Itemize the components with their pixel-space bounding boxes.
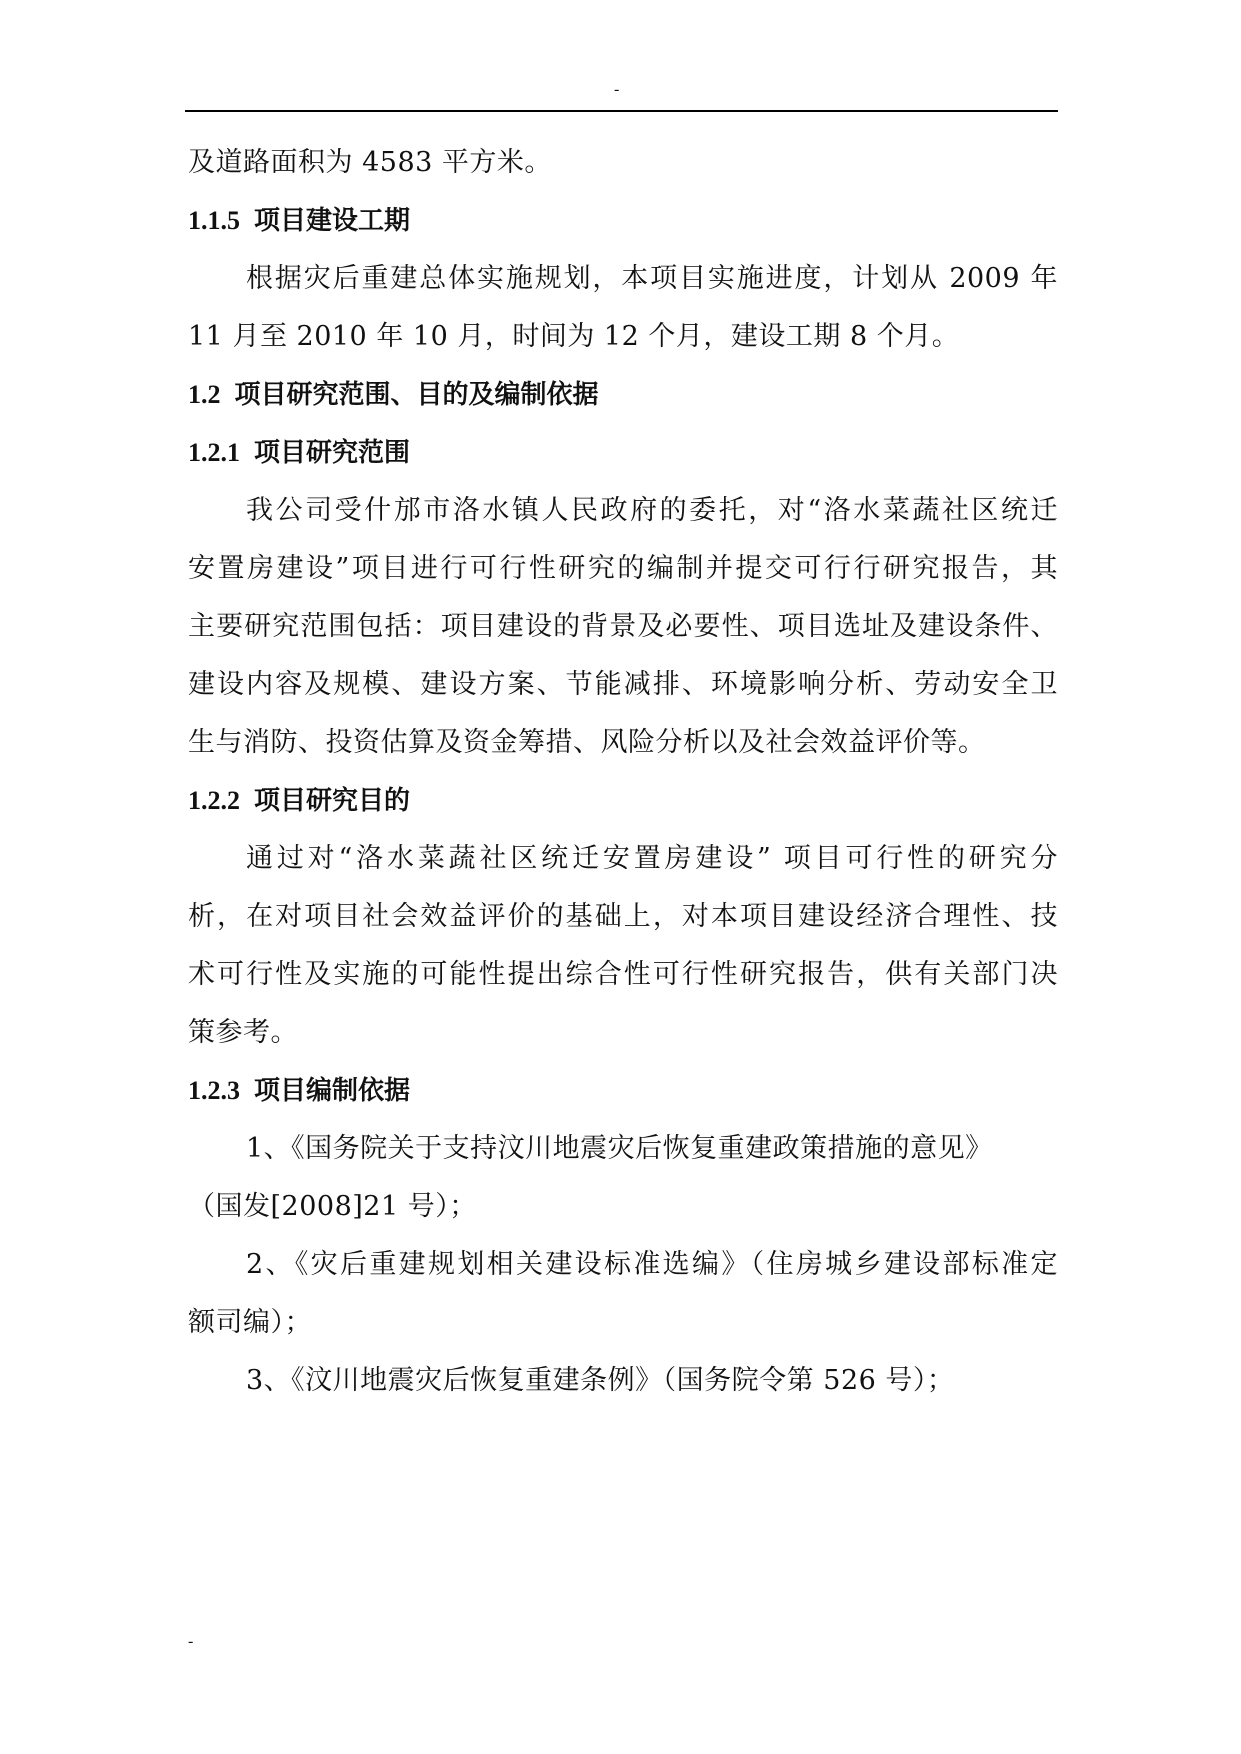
paragraph-line: 策参考。 [188, 1017, 298, 1048]
section-number: 1.2.1 [188, 438, 240, 467]
section-title: 项目研究范围 [254, 438, 411, 468]
paragraph-line: 安置房建设”项目进行可行性研究的编制并提交可行行研究报告，其 [188, 553, 1058, 584]
section-number: 1.2.2 [188, 786, 240, 815]
list-item-line: （国发[2008]21 号）； [188, 1191, 477, 1222]
paragraph-line: 11 月至 2010 年 10 月，时间为 12 个月，建设工期 8 个月。 [188, 321, 960, 352]
section-number: 1.2.3 [188, 1076, 240, 1105]
header-mark: - [614, 81, 620, 98]
paragraph-line: 建设内容及规模、建设方案、节能减排、环境影响分析、劳动安全卫 [188, 669, 1058, 700]
paragraph-line: 生与消防、投资估算及资金筹措、风险分析以及社会效益评价等。 [188, 727, 986, 758]
paragraph-line: 术可行性及实施的可能性提出综合性可行性研究报告，供有关部门决 [188, 959, 1058, 990]
section-number: 1.1.5 [188, 206, 240, 235]
paragraph-line: 析，在对项目社会效益评价的基础上，对本项目建设经济合理性、技 [188, 901, 1058, 932]
section-title: 项目编制依据 [254, 1076, 411, 1106]
paragraph-line: 我公司受什邡市洛水镇人民政府的委托，对“洛水菜蔬社区统迁 [246, 495, 1058, 526]
section-number: 1.2 [188, 380, 221, 409]
section-heading-1-2-1 [188, 436, 410, 470]
list-item-line: 1、《国务院关于支持汶川地震灾后恢复重建政策措施的意见》 [246, 1133, 993, 1164]
header-rule [185, 110, 1058, 112]
list-item-line: 3、《汶川地震灾后恢复重建条例》（国务院令第 526 号）； [246, 1365, 955, 1396]
paragraph-line: 根据灾后重建总体实施规划，本项目实施进度，计划从 2009 年 [246, 263, 1058, 294]
paragraph-line: 及道路面积为 4583 平方米。 [188, 147, 552, 178]
footer-mark: - [188, 1633, 194, 1650]
list-item-line: 2、《灾后重建规划相关建设标准选编》（住房城乡建设部标准定 [246, 1249, 1058, 1280]
section-heading-1-2-2 [188, 784, 410, 818]
section-heading-1-1-5 [188, 204, 410, 238]
section-title: 项目建设工期 [254, 206, 411, 236]
section-heading-1-2 [188, 378, 599, 412]
section-heading-1-2-3 [188, 1074, 410, 1108]
paragraph-line: 主要研究范围包括：项目建设的背景及必要性、项目选址及建设条件、 [188, 611, 1058, 642]
section-title: 项目研究目的 [254, 786, 411, 816]
list-item-line: 额司编）； [188, 1307, 312, 1338]
section-title: 项目研究范围、目的及编制依据 [234, 380, 599, 410]
paragraph-line: 通过对“洛水菜蔬社区统迁安置房建设” 项目可行性的研究分 [246, 843, 1058, 874]
